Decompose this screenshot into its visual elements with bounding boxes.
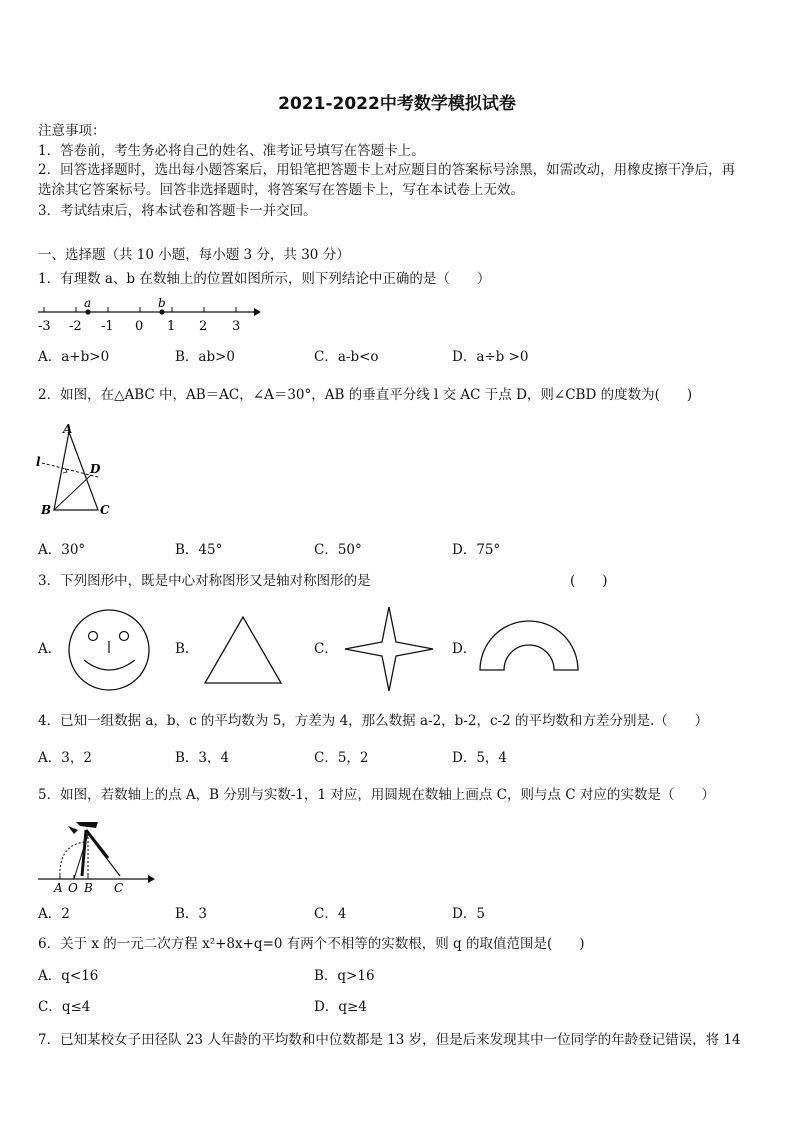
tick-label: 3 [232,319,241,334]
q2-option-b: B．45° [175,542,223,558]
label-l: l [36,455,41,469]
label-B: B [84,881,93,895]
q3-option-a-letter: A． [38,641,62,657]
triangle-figure [203,615,283,685]
question-5: 5．如图，若数轴上的点 A，B 分别与实数-1，1 对应，用圆规在数轴上画点 C，则与点 C 对应的实数是（ ） [38,787,715,803]
notice-item-2: 2．回答选择题时，选出每小题答案后，用铅笔把答题卡上对应题目的答案标号涂黑，如需改动，用橡皮擦干净后，再 [38,162,736,178]
q2-triangle-figure [36,420,116,520]
q2-option-a: A．30° [38,542,86,558]
label-C: C [100,503,110,517]
smiley-face-figure [66,608,152,692]
tick-label: -3 [38,319,51,334]
q2-option-c: C．50° [314,542,362,558]
tick-label: 0 [135,319,144,334]
tick-label: 2 [199,319,208,334]
q3-option-c-letter: C． [314,641,338,657]
question-2: 2．如图，在△ABC 中，AB＝AC，∠A＝30°，AB 的垂直平分线 l 交 AC 于点 D，则∠CBD 的度数为( ) [38,387,693,403]
compass-number-line-figure [38,814,156,896]
q5-option-d: D．5 [452,906,485,922]
q1-number-line [36,292,261,337]
q1-option-d: D．a÷b >0 [452,349,529,365]
notice-item-1: 1．答卷前，考生务必将自己的姓名、准考证号填写在答题卡上。 [38,143,425,159]
semi-annulus-figure [478,618,580,674]
notice-item-3: 3．考试结束后，将本试卷和答题卡一并交回。 [38,203,317,219]
q4-option-b: B．3，4 [175,750,230,766]
four-point-star-figure [343,605,435,693]
q5-option-b: B．3 [175,906,208,922]
q2-option-d: D．75° [452,542,501,558]
q5-option-c: C．4 [314,906,347,922]
label-A: A [54,881,63,895]
q1-option-a: A．a+b>0 [38,349,110,365]
question-3-paren: ( ) [570,573,608,589]
section-heading: 一、选择题（共 10 小题，每小题 3 分，共 30 分） [38,247,350,263]
q6-option-b: B．q>16 [314,968,375,984]
q3-option-b-letter: B． [175,641,199,657]
label-B: B [41,503,52,517]
question-6: 6．关于 x 的一元二次方程 x²+8x+q=0 有两个不相等的实数根，则 q 的取值范围是( ) [38,936,585,952]
q4-option-a: A．3，2 [38,750,92,766]
q4-option-c: C．5，2 [314,750,369,766]
page-title: 2021-2022中考数学模拟试卷 [278,94,516,114]
q6-option-a: A．q<16 [38,968,99,984]
q6-option-c: C．q≤4 [38,999,91,1015]
q4-option-d: D．5，4 [452,750,508,766]
tick-label: -1 [101,319,114,334]
notice-item-2-cont: 选涂其它答案标号。回答非选择题时，将答案写在答题卡上，写在本试卷上无效。 [38,182,524,198]
label-C: C [114,881,124,895]
point-a-label: a [84,296,92,310]
q1-option-c: C．a-b<o [314,349,379,365]
point-b-label: b [158,296,166,310]
label-A: A [63,422,73,436]
point-b-dot [159,309,164,314]
question-7: 7．已知某校女子田径队 23 人年龄的平均数和中位数都是 13 岁，但是后来发现其中一位同学的年龄登记错误，将 14 [38,1032,741,1048]
q5-option-a: A．2 [38,906,70,922]
question-4: 4．已知一组数据 a，b，c 的平均数为 5，方差为 4，那么数据 a-2，b-2，c-2 的平均数和方差分别是.（ ） [38,713,709,729]
notice-heading: 注意事项： [38,123,106,139]
label-D: D [90,462,101,476]
point-a-dot [85,309,90,314]
q6-option-d: D．q≥4 [314,999,367,1015]
q1-option-b: B．ab>0 [175,349,236,365]
label-O: O [68,881,78,895]
question-1: 1．有理数 a、b 在数轴上的位置如图所示，则下列结论中正确的是（ ） [38,271,491,287]
question-3: 3．下列图形中，既是中心对称图形又是轴对称图形的是 [38,573,371,589]
q3-option-d-letter: D． [452,641,477,657]
tick-label: 1 [167,319,176,334]
tick-label: -2 [69,319,82,334]
